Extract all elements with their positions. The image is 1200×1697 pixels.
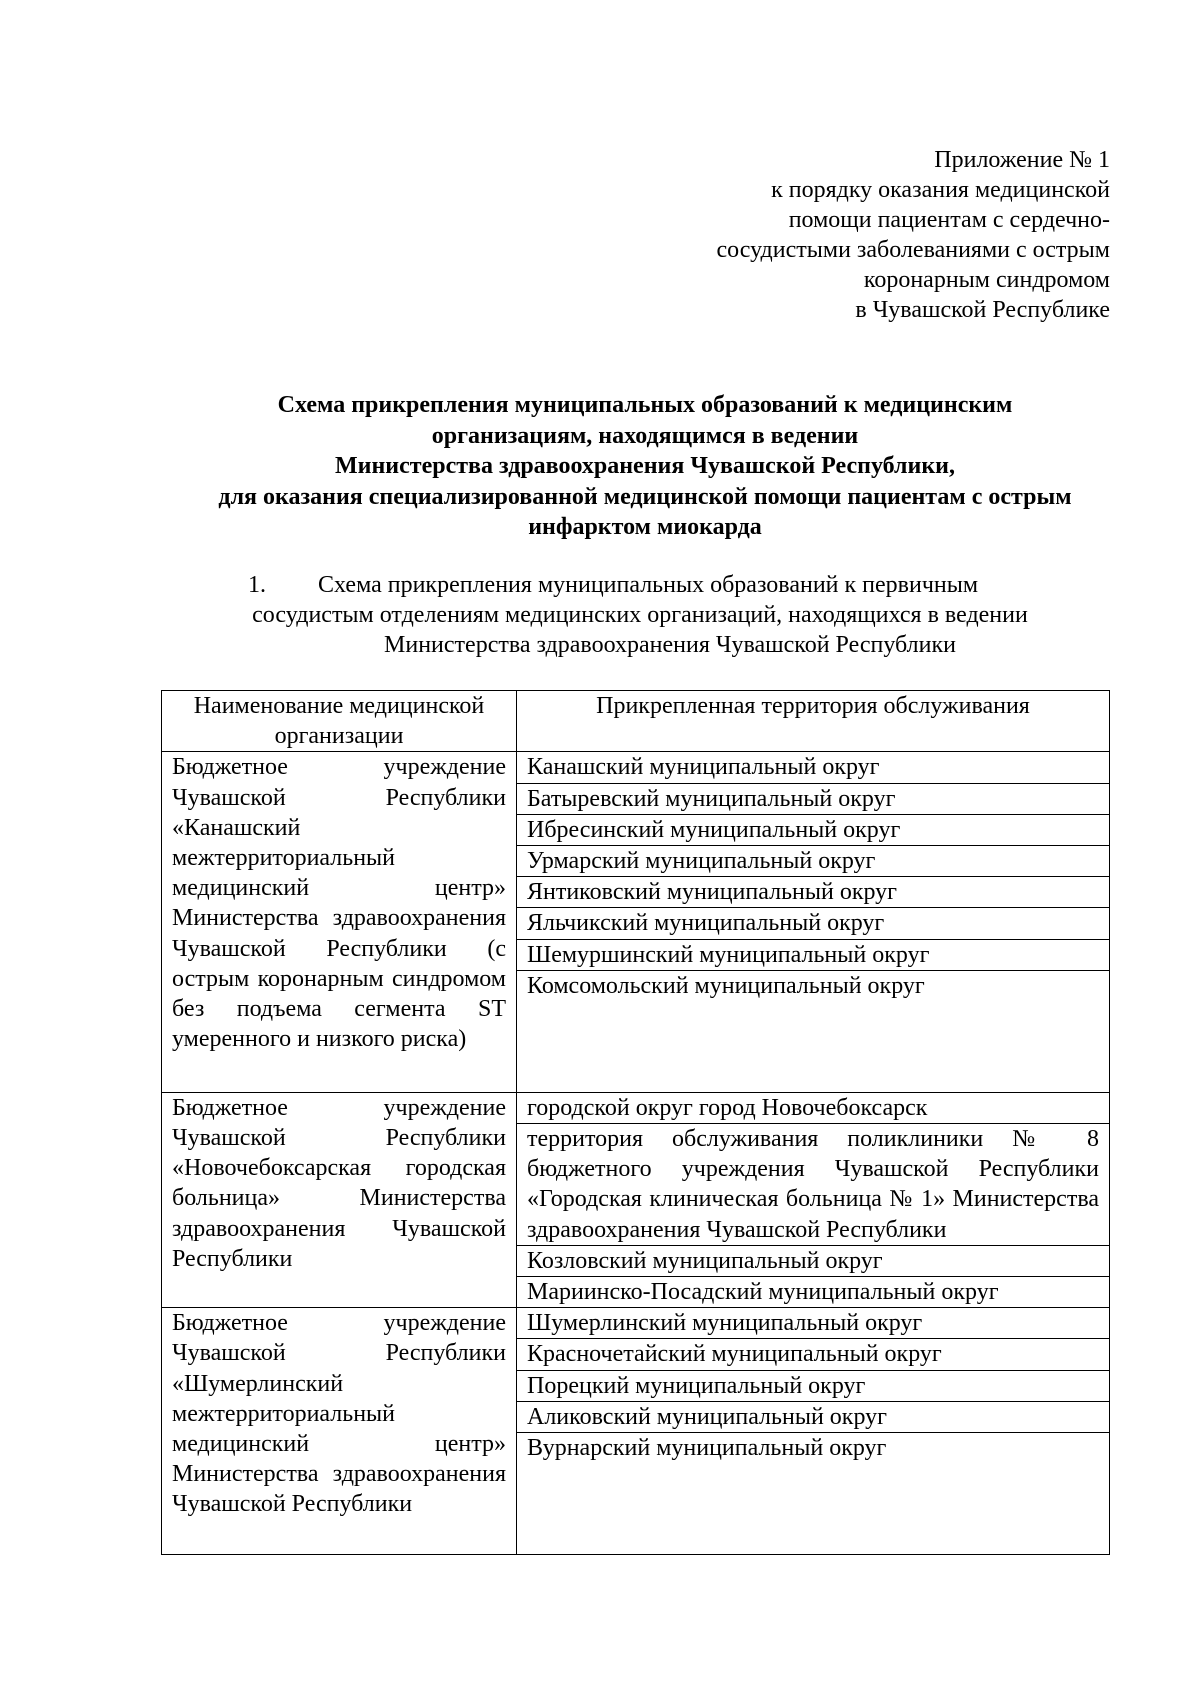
annex-line: к порядку оказания медицинской [771, 177, 1110, 203]
header-territory: Прикрепленная территория обслуживания [517, 691, 1110, 752]
territory-cell: Урмарский муниципальный округ [517, 846, 1110, 877]
territory-cell: Канашский муниципальный округ [517, 752, 1110, 783]
annex-line: Приложение № 1 [934, 147, 1110, 173]
title-line: инфарктом миокарда [528, 514, 762, 540]
title-line: организациям, находящимся в ведении [431, 422, 859, 449]
header-organization: Наименование медицинской организации [162, 691, 517, 752]
section-number: 1. [248, 572, 266, 598]
table-row [162, 752, 1110, 783]
territory-cell: Мариинско-Посадский муниципальный округ [517, 1277, 1110, 1308]
territory-cell: Комсомольский муниципальный округ [517, 970, 1110, 1092]
annex-line: помощи пациентам с сердечно- [788, 207, 1110, 233]
title-line: Министерства здравоохранения Чувашской Республики, [335, 453, 955, 479]
attachment-table [161, 690, 1110, 1555]
organization-cell: Бюджетное учреждение Чувашской Республики «Шумерлинский межтерриториальный медицинский центр» Министерства здравоохранения Чувашской Республики [162, 1308, 517, 1555]
territory-cell: городской округ город Новочебоксарск [517, 1092, 1110, 1123]
organization-cell: Бюджетное учреждение Чувашской Республики «Новочебоксарская городская больница» Министерства здравоохранения Чувашской Республики [162, 1092, 517, 1307]
section-heading-line [160, 570, 1120, 600]
territory-cell: Яльчикский муниципальный округ [517, 908, 1110, 939]
title-line: Схема прикрепления муниципальных образований к медицинским [277, 392, 1013, 418]
territory-cell: Вурнарский муниципальный округ [517, 1433, 1110, 1555]
territory-cell: Янтиковский муниципальный округ [517, 877, 1110, 908]
territory-cell: Козловский муниципальный округ [517, 1245, 1110, 1276]
territory-cell: Шемуршинский муниципальный округ [517, 939, 1110, 970]
territory-cell: Батыревский муниципальный округ [517, 783, 1110, 814]
annex-line: сосудистыми заболеваниями с острым [716, 237, 1110, 263]
section-heading-text: Схема прикрепления муниципальных образований к первичным [318, 572, 979, 598]
organization-cell: Бюджетное учреждение Чувашской Республики «Канашский межтерриториальный медицинский центр» Министерства здравоохранения Чувашской Республики (с острым коронарным синдромом без подъема сегмента ST умеренного и низкого риска) [162, 752, 517, 1092]
table-header-row [162, 691, 1110, 752]
annex-line: в Чувашской Республике [855, 297, 1110, 323]
territory-cell: Шумерлинский муниципальный округ [517, 1308, 1110, 1339]
section-heading-line: Министерства здравоохранения Чувашской Республики [384, 632, 956, 658]
table-row [162, 1092, 1110, 1123]
section-heading [160, 570, 1120, 660]
annex-header [590, 145, 1110, 325]
territory-cell: территория обслуживания поликлиники № 8 бюджетного учреждения Чувашской Республики «Городская клиническая больница № 1» Министерства здравоохранения Чувашской Республики [517, 1124, 1110, 1246]
territory-cell: Ибресинский муниципальный округ [517, 814, 1110, 845]
document-title [120, 390, 1170, 543]
section-heading-line: сосудистым отделениям медицинских организаций, находящихся в ведении [252, 602, 1028, 628]
territory-cell: Аликовский муниципальный округ [517, 1401, 1110, 1432]
territory-cell: Красночетайский муниципальный округ [517, 1339, 1110, 1370]
title-line: для оказания специализированной медицинской помощи пациентам с острым [218, 483, 1072, 510]
territory-cell: Порецкий муниципальный округ [517, 1370, 1110, 1401]
annex-line: коронарным синдромом [863, 267, 1110, 293]
table-row [162, 1308, 1110, 1339]
